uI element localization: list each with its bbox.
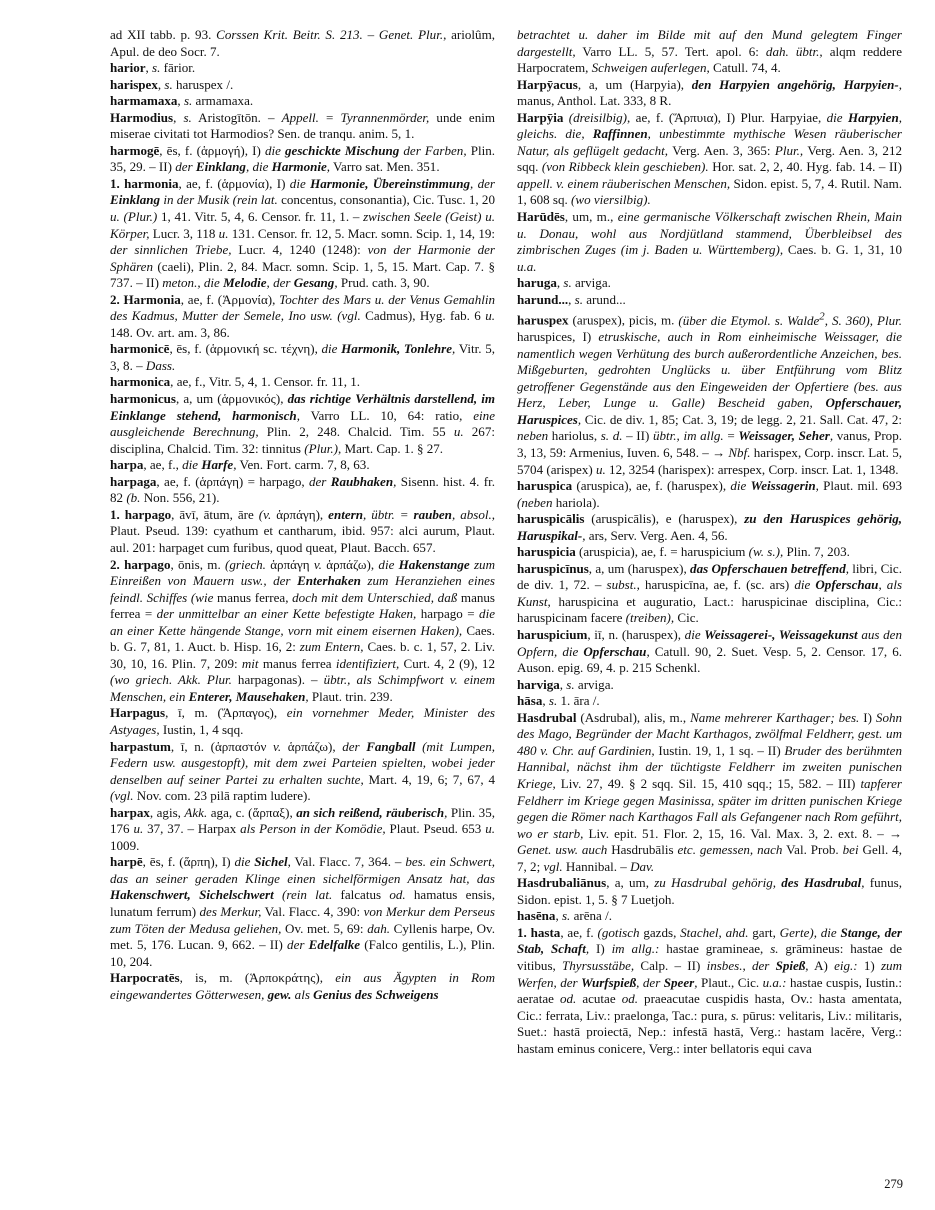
dictionary-entry: harior, s. fārior. [110, 60, 196, 76]
dictionary-entry: harmonicus, a, um (ἁρμονικός), das richtige Verhältnis darstellend, im Einklange stehend, harmonisch, Varro LL. 10, 64: ratio, eine ausgleichende Berechnung, Plin. 2, 248. Chalcid. Tim. 55 u. 267: disciplina, Chalcid. Tim. 32: tinnitus (Plur.), Mart. Cap. 1. § 27. [110, 391, 495, 456]
page-number: 279 [884, 1177, 903, 1191]
dictionary-entry: Harpȳia (dreisilbig), ae, f. (Ἅρπυια), I) Plur. Harpyiae, die Harpyien, gleichs. die, Raffinnen, unbestimmte mythische Wesen räuberischer Natur, als geflügelt gedacht, Verg. Aen. 3, 365: Plur., Verg. Aen. 3, 212 sqq. (von Ribbeck klein geschieben). Hor. sat. 2, 2, 40. Hyg. fab. 14. – II) appell. v. einem räuberischen Menschen, Sidon. epist. 5, 7, 4. Rutil. Nam. 1, 608 sq. (wo viersilbig). [517, 109, 902, 208]
dictionary-entry: harpa, ae, f., die Harfe, Ven. Fort. carm. 7, 8, 63. [110, 457, 370, 473]
right-column [517, 27, 902, 1057]
dictionary-entry: haruspicīnus, a, um (haruspex), das Opferschauen betreffend, libri, Cic. de div. 1, 72. – subst., haruspicīna, ae, f. (sc. ars) die Opferschau, als Kunst, haruspicina et auguratio, Lact.: haruspicinae disciplina, Cic.: haruspicinam facere (treiben), Cic. [517, 560, 903, 626]
dictionary-entry: harpaga, ae, f. (ἁρπάγη) = harpago, der Raubhaken, Sisenn. hist. 4. fr. 82 (b. Non. 556, 21). [110, 473, 496, 506]
dictionary-entry: haruspicia (aruspicia), ae, f. = haruspicium (w. s.), Plin. 7, 203. [517, 544, 850, 560]
dictionary-entry: 1. hasta, ae, f. (gotisch gazds, Stachel, ahd. gart, Gerte), die Stange, der Stab, Schaft, I) im allg.: hastae gramineae, s. grāmineus: hastae de vitibus, Thyrsusstäbe, Calp. – II) insbes., der Spieß, A) eig.: 1) zum Werfen, der Wurfspieß, der Speer, Plaut., Cic. u.a.: hastae cuspis, Iustin.: aeratae od. acutae od. praeacutae cuspidis hasta, Ov.: hasta amentata, Cic.: ferrata, Liv.: praelonga, Tac.: pura, s. pūrus: velitaris, Liv.: militaris, Suet.: hastā proiectā, Nep.: infestā hastā, Verg.: hastam lacĕre, Verg.: hastam eminus conicere, Verg.: inter bellatoris equi cava [517, 924, 903, 1056]
dictionary-entry: haruspicālis (aruspicālis), e (haruspex), zu den Haruspices gehörig, Haruspikal-, ars, Serv. Verg. Aen. 4, 56. [517, 511, 902, 543]
dictionary-entry: hasēna, s. arēna /. [517, 908, 612, 924]
dictionary-entry: harund..., s. arund... [517, 291, 626, 307]
dictionary-entry: Harpagus, ī, m. (Ἅρπαγος), ein vornehmer Meder, Minister des Astyages, Iustin, 1, 4 sqq. [110, 705, 495, 737]
dictionary-entry: haruspex (aruspex), picis, m. (über die Etymol. s. Walde$^2$, S. 360), Plur. haruspices, I) etruskische, auch in Rom einheimische Weissager, die namentlich wegen Verhütung des burch außerordentliche Anzeichen, bes. Mißgeburten, gedrohten Unglücks u. über Entführung vom Blitz getroffener Gegenstände aus den Eingeweiden der Opfertiere (bes. aus Herz, Leber, Lunge u. Galle) Bescheid gaben, Opferschauer, Haruspices, Cic. de div. 1, 85; Cat. 3, 19; de legg. 2, 21. Sall. Cat. 47, 2: neben hariolus, s. d. – II) übtr., im allg. = Weissager, Seher, vanus, Prop. 3, 13, 59: Armenius, Iuven. 6, 548. – → Nbf. harispex, Corp. inscr. Lat. 5, 5704 (arispex) u. 12, 3254 (harispex): arrespex, Corp. inscr. Lat. 1, 1348. [517, 310, 903, 477]
dictionary-entry: 2. harpago, ōnis, m. (griech. ἁρπάγη v. ἁρπάζω), die Hakenstange zum Einreißen von Mauern usw., der Enterhaken zum Heranziehen eines feindl. Schiffes (wie manus ferrea, doch mit dem Unterschied, daß manus ferrea = der unmittelbar an einer Kette befestigte Haken, harpago = die an einer Kette hängende Stange, vorn mit einem eisernen Haken), Caes. b. G. 7, 81, 1. Auct. b. Hisp. 16, 2: zum Entern, Caes. b. c. 1, 57, 2. Liv. 30, 10, 16. Plin. 7, 209: mit manus ferrea identifiziert, Curt. 4, 2 (9), 12 (wo griech. Akk. Plur. harpagonas). – übtr., als Schimpfwort v. einem Menschen, ein Enterer, Mausehaken, Plaut. trin. 239. [110, 556, 496, 704]
dictionary-entry: Hasdrubaliānus, a, um, zu Hasdrubal gehörig, des Hasdrubal, funus, Sidon. epist. 1, 5. § 7 Luetjoh. [517, 875, 902, 907]
dictionary-entry: ad XII tabb. p. 93. Corssen Krit. Beitr. S. 213. – Genet. Plur., ariolûm, Apul. de deo Socr. 7. [110, 27, 495, 59]
dictionary-entry: Harmodius, s. Aristogītōn. – Appell. = Tyrannenmörder, unde enim miserae civitati tot Harmodios? Sen. de tranqu. anim. 5, 1. [110, 109, 495, 142]
dictionary-entry: harpē, ēs, f. (ἅρπη), I) die Sichel, Val. Flacc. 7, 364. – bes. ein Schwert, das an seiner geraden Klinge einen sichelförmigen Ansatz hat, das Hakenschwert, Sichelschwert (rein lat. falcatus od. hamatus ensis, lunatum ferrum) des Merkur, Val. Flacc. 4, 390: von Merkur dem Perseus zum Töten der Medusa geliehen, Ov. met. 5, 69: dah. Cyllenis harpe, Ov. met. 5, 176. Lucan. 9, 662. – II) der Edelfalke (Falco gentilis, L.), Plin. 10, 204. [110, 854, 496, 969]
dictionary-entry: harispex, s. haruspex /. [110, 76, 234, 92]
dictionary-entry: Harpocratēs, is, m. (Ἁρποκράτης), ein aus Ägypten in Rom eingewandertes Götterwesen, gew. als Genius des Schweigens [110, 970, 495, 1002]
dictionary-entry: 1. harmonia, ae, f. (ἁρμονία), I) die Harmonie, Übereinstimmung, der Einklang in der Musik (rein lat. concentus, consonantia), Cic. Tusc. 1, 20 u. (Plur.) 1, 41. Vitr. 5, 4, 6. Censor. fr. 11, 1. – zwischen Seele (Geist) u. Körper, Lucr. 3, 118 u. 131. Censor. fr. 12, 5. Macr. somn. Scip. 1, 14, 19: der sinnlichen Triebe, Lucr. 4, 1240 (1248): von der Harmonie der Sphären (caeli), Plin. 2, 84. Macr. somn. Scip. 1, 5, 15. Mart. Cap. 7. § 737. – II) meton., die Melodie, der Gesang, Prud. cath. 3, 90. [110, 175, 496, 291]
dictionary-entry: harpax, agis, Akk. aga, c. (ἅρπαξ), an sich reißend, räuberisch, Plin. 35, 176 u. 37, 37. – Harpax als Person in der Komödie, Plaut. Pseud. 653 u. 1009. [110, 804, 495, 853]
dictionary-entry: harpastum, ī, n. (ἁρπαστόν v. ἁρπάζω), der Fangball (mit Lumpen, Federn usw. ausgestopft), mit dem zwei Parteien spielten, wobei jeder denselben auf seiner Partei zu erhalten suchte, Mart. 4, 19, 6; 7, 67, 4 (vgl. Nov. com. 23 pilā raptim ludere). [110, 738, 496, 804]
dictionary-entry: Harpȳacus, a, um (Harpyia), den Harpyien angehörig, Harpyien-, manus, Anthol. Lat. 333, 8 R. [517, 76, 902, 109]
left-column [110, 27, 495, 1003]
dictionary-entry: haruspicium, iī, n. (haruspex), die Weissagerei-, Weissagekunst aus den Opfern, die Opferschau, Catull. 90, 2. Suet. Vesp. 5, 2. Censor. 17, 6. Auson. epig. 69, 4. p. 215 Schenkl. [517, 627, 902, 676]
dictionary-entry: harmogē, ēs, f. (ἁρμογή), I) die geschickte Mischung der Farben, Plin. 35, 29. – II) der Einklang, die Harmonie, Varro sat. Men. 351. [110, 142, 495, 175]
dictionary-entry: harviga, s. arviga. [517, 676, 614, 692]
dictionary-entry: haruga, s. arviga. [517, 275, 611, 291]
dictionary-entry: haruspica (aruspica), ae, f. (haruspex), die Weissagerin, Plaut. mil. 693 (neben hariola). [517, 478, 902, 510]
dictionary-entry: Hasdrubal (Asdrubal), alis, m., Name mehrerer Karthager; bes. I) Sohn des Mago, Begründer der Macht Karthagos, zwölfmal Feldherr, gest. um 480 v. Chr. auf Gardinien, Iustin. 19, 1, 1 sq. – II) Bruder des berühmten Hannibal, nächst ihm der tüchtigste Feldherr im zweiten punischen Kriege, Liv. 27, 49. § 2 sqq. Sil. 15, 410 sqq.; 15, 582. – III) tapferer Feldherr im Kriege gegen Masinissa, später im dritten punischen Kriege gegen die Römer nach Karthagos Fall als Gefangener nach Rom geführt, wo er starb, Liv. epit. 51. Flor. 2, 15, 16. Val. Max. 3, 2. ext. 8. – → Genet. usw. auch Hasdrubālis etc. gemessen, nach Val. Prob. bei Gell. 4, 7, 2; vgl. Hannibal. – Dav. [517, 709, 903, 874]
dictionary-entry: betrachtet u. daher im Bilde mit auf den Mund gelegtem Finger dargestellt, Varro LL. 5, 57. Tert. apol. 6: dah. übtr., alqm reddere Harpocratem, Schweigen auferlegen, Catull. 74, 4. [517, 27, 902, 76]
dictionary-entry: hāsa, s. 1. āra /. [517, 693, 600, 709]
dictionary-entry: Harūdēs, um, m., eine germanische Völkerschaft zwischen Rhein, Main u. Donau, wohl aus Nordjütland stammend, Überbleibsel des zimbrischen Zuges (im j. Baden u. Württemberg), Caes. b. G. 1, 31, 10 u.a. [517, 209, 902, 274]
dictionary-entry: harmonica, ae, f., Vitr. 5, 4, 1. Censor. fr. 11, 1. [110, 374, 361, 390]
dictionary-entry: 2. Harmonia, ae, f. (Ἁρμονία), Tochter des Mars u. der Venus Gemahlin des Kadmus, Mutter der Semele, Ino usw. (vgl. Cadmus), Hyg. fab. 6 u. 148. Ov. art. am. 3, 86. [110, 291, 496, 340]
dictionary-entry: 1. harpago, āvī, ātum, āre (v. ἁρπάγη), entern, übtr. = rauben, absol., Plaut. Pseud. 139: cyathum et cantharum, ibid. 957: alci aurum, Plaut. aul. 201: harpaget cum furibus, quod queat, Plaut. Bacch. 657. [110, 506, 495, 555]
dictionary-entry: harmonicē, ēs, f. (ἁρμονική sc. τέχνη), die Harmonik, Tonlehre, Vitr. 5, 3, 8. – Dass. [110, 341, 495, 373]
dictionary-entry: harmamaxa, s. armamaxa. [110, 93, 254, 109]
